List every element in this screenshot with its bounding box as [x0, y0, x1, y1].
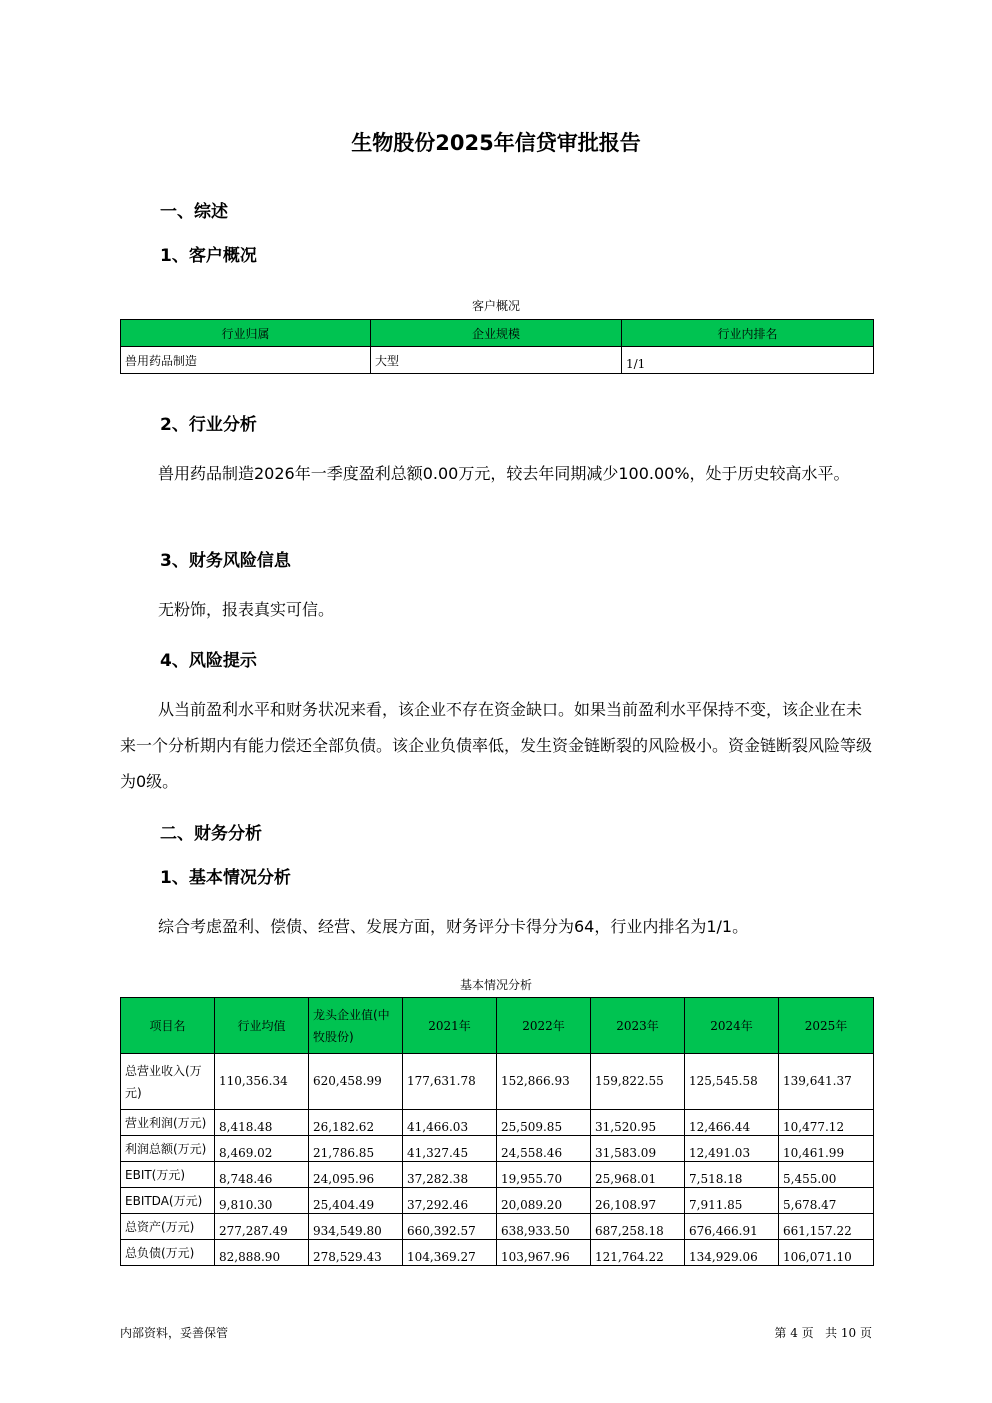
- table-cell: 9,810.30: [215, 1188, 309, 1214]
- table-cell: 121,764.22: [591, 1240, 685, 1266]
- table-row: [121, 1240, 874, 1266]
- table-cell: 278,529.43: [309, 1240, 403, 1266]
- table-cell: 7,518.18: [685, 1162, 779, 1188]
- paragraph-risk-tip: 从当前盈利水平和财务状况来看，该企业不存在资金缺口。如果当前盈利水平保持不变，该企业在未来一个分析期内有能力偿还全部负债。该企业负债率低，发生资金链断裂的风险极小。资金链断裂风险等级为0级。: [120, 700, 873, 791]
- table-cell: 152,866.93: [497, 1054, 591, 1110]
- section-heading-risk-info: 3、财务风险信息: [160, 551, 291, 571]
- section-heading-basic: 1、基本情况分析: [160, 868, 291, 888]
- table-cell: 12,466.44: [685, 1110, 779, 1136]
- table-cell: 10,477.12: [779, 1110, 874, 1136]
- table-cell: 41,466.03: [403, 1110, 497, 1136]
- table-row: [121, 1214, 874, 1240]
- table-cell: 20,089.20: [497, 1188, 591, 1214]
- table-header-cell: 行业均值: [215, 998, 309, 1054]
- table-cell: 21,786.85: [309, 1136, 403, 1162]
- table-cell: 41,327.45: [403, 1136, 497, 1162]
- table-cell: 10,461.99: [779, 1136, 874, 1162]
- table-row: [121, 1110, 874, 1136]
- row-label-cell: 总营业收入(万元): [121, 1054, 215, 1110]
- table-cell: 12,491.03: [685, 1136, 779, 1162]
- table-cell: 7,911.85: [685, 1188, 779, 1214]
- table-cell: 31,583.09: [591, 1136, 685, 1162]
- table-cell: 兽用药品制造: [121, 347, 371, 374]
- table-cell: 277,287.49: [215, 1214, 309, 1240]
- footer-confidential: 内部资料，妥善保管: [120, 1326, 229, 1340]
- table-row: [121, 1188, 874, 1214]
- row-label-cell: 总资产(万元): [121, 1214, 215, 1240]
- section-heading-risk-tip: 4、风险提示: [160, 651, 257, 671]
- table-cell: 159,822.55: [591, 1054, 685, 1110]
- table-cell: 661,157.22: [779, 1214, 874, 1240]
- basic-analysis-table: [120, 997, 874, 1266]
- footer-page-number: 第 4 页 共 10 页: [774, 1326, 872, 1340]
- table-cell: 676,466.91: [685, 1214, 779, 1240]
- table-header-cell: 企业规模: [371, 320, 622, 347]
- table-cell: 5,678.47: [779, 1188, 874, 1214]
- section-heading-industry: 2、行业分析: [160, 415, 257, 435]
- table-cell: 8,748.46: [215, 1162, 309, 1188]
- table-header-cell: 2021年: [403, 998, 497, 1054]
- row-label-cell: EBITDA(万元): [121, 1188, 215, 1214]
- table-cell: 8,418.48: [215, 1110, 309, 1136]
- table-cell: 687,258.18: [591, 1214, 685, 1240]
- section-heading-financial: 二、财务分析: [160, 824, 262, 844]
- row-label-cell: EBIT(万元): [121, 1162, 215, 1188]
- table-row: [121, 1162, 874, 1188]
- table-cell: 5,455.00: [779, 1162, 874, 1188]
- table-cell: 660,392.57: [403, 1214, 497, 1240]
- section-heading-overview: 一、综述: [160, 202, 228, 222]
- table-cell: 125,545.58: [685, 1054, 779, 1110]
- customer-table: [120, 319, 874, 374]
- table-cell: 26,108.97: [591, 1188, 685, 1214]
- table-header-cell: 行业归属: [121, 320, 371, 347]
- table-cell: 177,631.78: [403, 1054, 497, 1110]
- paragraph-industry: 兽用药品制造2026年一季度盈利总额0.00万元，较去年同期减少100.00%，处于历史较高水平。: [158, 464, 850, 483]
- table-header-cell: 2023年: [591, 998, 685, 1054]
- table-header-cell: 2025年: [779, 998, 874, 1054]
- table-cell: 620,458.99: [309, 1054, 403, 1110]
- table-cell: 106,071.10: [779, 1240, 874, 1266]
- table-cell: 大型: [371, 347, 622, 374]
- table-row: [121, 1136, 874, 1162]
- table-header-cell: 龙头企业值(中牧股份): [309, 998, 403, 1054]
- table-cell: 25,509.85: [497, 1110, 591, 1136]
- row-label-cell: 营业利润(万元): [121, 1110, 215, 1136]
- row-label-cell: 利润总额(万元): [121, 1136, 215, 1162]
- table-cell: 37,282.38: [403, 1162, 497, 1188]
- section-heading-customer: 1、客户概况: [160, 246, 257, 266]
- table-header-cell: 行业内排名: [622, 320, 874, 347]
- table-cell: 25,404.49: [309, 1188, 403, 1214]
- table-cell: 134,929.06: [685, 1240, 779, 1266]
- table-cell: 104,369.27: [403, 1240, 497, 1266]
- table-cell: 24,095.96: [309, 1162, 403, 1188]
- paragraph-risk-info: 无粉饰，报表真实可信。: [158, 600, 335, 619]
- table-cell: 103,967.96: [497, 1240, 591, 1266]
- table-cell: 19,955.70: [497, 1162, 591, 1188]
- report-title: 生物股份2025年信贷审批报告: [351, 131, 641, 155]
- table-header-cell: 项目名: [121, 998, 215, 1054]
- table-cell: 37,292.46: [403, 1188, 497, 1214]
- table-header-cell: 2024年: [685, 998, 779, 1054]
- table-cell: 110,356.34: [215, 1054, 309, 1110]
- table-caption-customer: 客户概况: [471, 299, 520, 313]
- table-cell: 934,549.80: [309, 1214, 403, 1240]
- table-cell: 25,968.01: [591, 1162, 685, 1188]
- table-cell: 26,182.62: [309, 1110, 403, 1136]
- table-row: [121, 1054, 874, 1110]
- paragraph-basic: 综合考虑盈利、偿债、经营、发展方面，财务评分卡得分为64，行业内排名为1/1。: [158, 917, 749, 936]
- row-label-cell: 总负债(万元): [121, 1240, 215, 1266]
- table-cell: 82,888.90: [215, 1240, 309, 1266]
- table-cell: 24,558.46: [497, 1136, 591, 1162]
- table-header-cell: 2022年: [497, 998, 591, 1054]
- table-cell: 139,641.37: [779, 1054, 874, 1110]
- table-cell: 8,469.02: [215, 1136, 309, 1162]
- table-cell: 1/1: [622, 347, 874, 374]
- table-cell: 31,520.95: [591, 1110, 685, 1136]
- table-caption-basic: 基本情况分析: [459, 978, 532, 992]
- table-cell: 638,933.50: [497, 1214, 591, 1240]
